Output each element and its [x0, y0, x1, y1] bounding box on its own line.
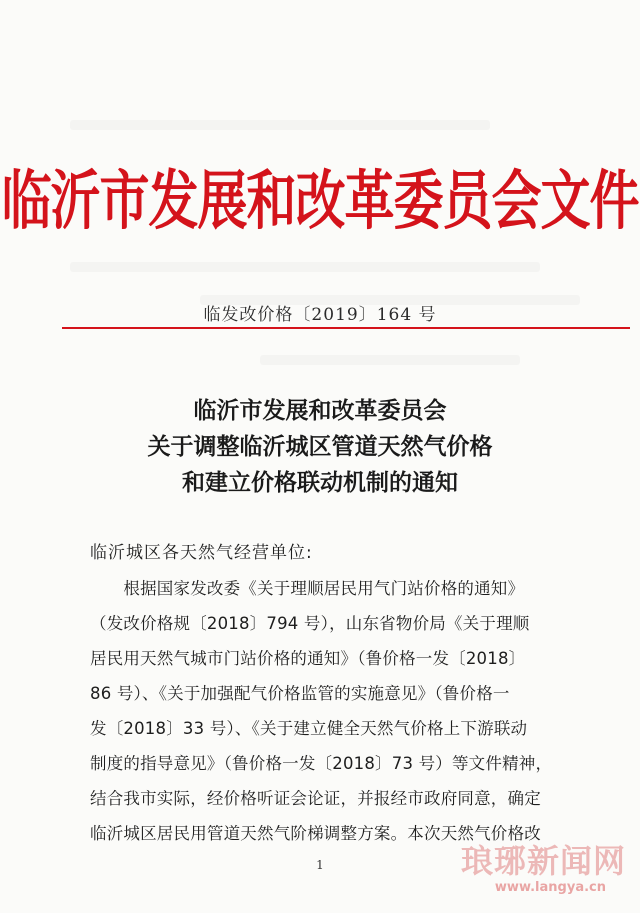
body-text-line: 根据国家发改委《关于理顺居民用气门站价格的通知》: [90, 579, 525, 598]
document-header-title: 临沂市发展和改革委员会文件: [1, 162, 639, 239]
salutation: 临沂城区各天然气经营单位:: [90, 543, 313, 563]
bleed-through-line: [260, 355, 520, 365]
site-watermark: [436, 836, 626, 895]
body-text-line: 制度的指导意见》（鲁价格一发〔2018〕73 号）等文件精神，: [90, 754, 553, 773]
watermark-url: www.langya.cn: [494, 880, 606, 895]
body-text-line: 发〔2018〕33 号）、《关于建立健全天然气价格上下游联动: [90, 719, 528, 738]
watermark-logo: 琅琊新闻网: [460, 842, 626, 880]
body-text-line: 结合我市实际，经价格听证会论证，并报经市政府同意，确定: [90, 789, 541, 808]
notice-title-line: 临沂市发展和改革委员会: [193, 398, 447, 424]
bleed-through-line: [70, 120, 490, 130]
body-text-line: 居民用天然气城市门站价格的通知》（鲁价格一发〔2018〕: [90, 649, 526, 668]
notice-title-line: 和建立价格联动机制的通知: [182, 470, 458, 496]
notice-title-line: 关于调整临沂城区管道天然气价格: [147, 434, 493, 460]
document-number: 临发改价格〔2019〕164 号: [203, 305, 437, 325]
page-number: 1: [316, 858, 324, 872]
bleed-through-line: [70, 262, 540, 272]
body-text-line: （发改价格规〔2018〕794 号），山东省物价局《关于理顺: [90, 614, 530, 633]
red-separator-rule: [62, 327, 630, 329]
body-text-line: 86 号）、《关于加强配气价格监管的实施意见》（鲁价格一: [90, 684, 510, 703]
body-text-line: 临沂城区居民用管道天然气阶梯调整方案。本次天然气价格改: [90, 824, 541, 843]
